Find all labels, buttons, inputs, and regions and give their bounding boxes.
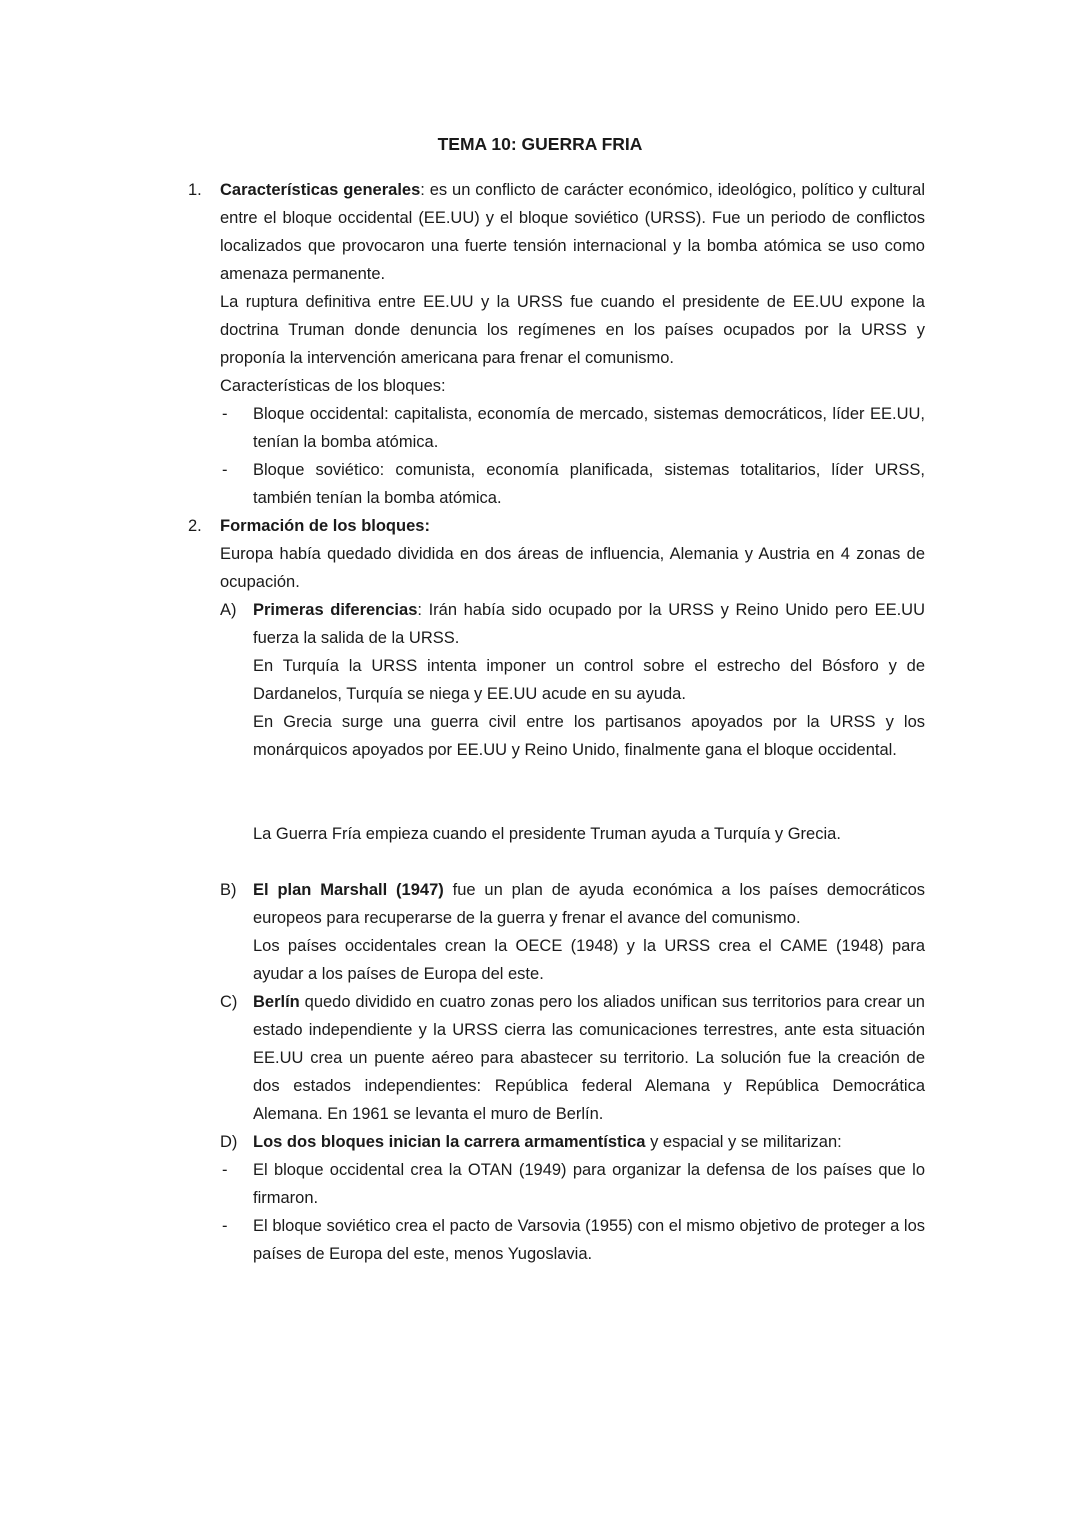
subsection-b-letter: B) bbox=[220, 881, 237, 899]
subsection-a-paragraph-4: La Guerra Fría empieza cuando el presidente Truman ayuda a Turquía y Grecia. bbox=[253, 825, 841, 843]
subsection-a-paragraph-3: En Grecia surge una guerra civil entre los partisanos apoyados por la URSS y los monárquicos apoyados por EE.UU y Reino Unido, finalmente gana el bloque occidental. bbox=[253, 713, 925, 759]
subsection-a-heading: Primeras diferencias bbox=[253, 601, 418, 619]
subsection-d-heading: Los dos bloques inician la carrera armamentística bbox=[253, 1133, 646, 1151]
section-1-intro bbox=[220, 176, 925, 288]
section-1-paragraph-3: Características de los bloques: bbox=[220, 377, 446, 395]
subsection-a-paragraph-2: En Turquía la URSS intenta imponer un control sobre el estrecho del Bósforo y de Dardanelos, Turquía se niega y EE.UU acude en su ayuda. bbox=[253, 657, 925, 703]
subsection-b-text: fue un plan de ayuda económica a los países democráticos europeos para recuperarse de la guerra y frenar el avance del comunismo. bbox=[253, 881, 925, 927]
subsection-b-paragraph-2: Los países occidentales crean la OECE (1948) y la URSS crea el CAME (1948) para ayudar a los países de Europa del este. bbox=[253, 937, 925, 983]
section-2-paragraph-1: Europa había quedado dividida en dos áreas de influencia, Alemania y Austria en 4 zonas de ocupación. bbox=[220, 545, 925, 591]
bullet-dash: - bbox=[222, 461, 228, 479]
section-1-paragraph-2: La ruptura definitiva entre EE.UU y la URSS fue cuando el presidente de EE.UU expone la doctrina Truman donde denuncia los regímenes en los países ocupados por la URSS y proponía la intervención americana para frenar el comunismo. bbox=[220, 293, 925, 367]
bullet-dash: - bbox=[222, 405, 228, 423]
bullet-dash: - bbox=[222, 1217, 228, 1235]
subsection-b-heading: El plan Marshall (1947) bbox=[253, 881, 444, 899]
subsection-c-heading: Berlín bbox=[253, 993, 300, 1011]
subsection-b-paragraph-1 bbox=[253, 876, 925, 932]
subsection-d-bullet-2: El bloque soviético crea el pacto de Varsovia (1955) con el mismo objetivo de proteger a los países de Europa del este, menos Yugoslavia. bbox=[253, 1217, 925, 1263]
section-2-heading-line bbox=[220, 512, 925, 540]
subsection-d-paragraph-1 bbox=[253, 1128, 925, 1156]
subsection-c-letter: C) bbox=[220, 993, 238, 1011]
section-1-intro-text: : es un conflicto de carácter económico, ideológico, político y cultural entre el bloque occidental (EE.UU) y el bloque soviético (URSS). Fue un periodo de conflictos localizados que provocaron una fuerte tensión internacional y la bomba atómica se uso como amenaza permanente. bbox=[220, 181, 925, 283]
section-1-bullet-2: Bloque soviético: comunista, economía planificada, sistemas totalitarios, líder URSS, también tenían la bomba atómica. bbox=[253, 461, 925, 507]
subsection-d-text: y espacial y se militarizan: bbox=[645, 1133, 842, 1151]
subsection-a-letter: A) bbox=[220, 601, 237, 619]
subsection-a-text: : Irán había sido ocupado por la URSS y Reino Unido pero EE.UU fuerza la salida de la URSS. bbox=[253, 601, 925, 647]
section-1-number: 1. bbox=[188, 181, 202, 199]
subsection-c-paragraph-1 bbox=[253, 988, 925, 1128]
section-2-heading-colon: : bbox=[424, 517, 430, 535]
bullet-dash: - bbox=[222, 1161, 228, 1179]
section-1-heading: Características generales bbox=[220, 181, 421, 199]
subsection-c-text: quedo dividido en cuatro zonas pero los aliados unifican sus territorios para crear un estado independiente y la URSS cierra las comunicaciones terrestres, ante esta situación EE.UU crea un puente aéreo para abastecer su territorio. La solución fue la creación de dos estados independientes: República federal Alemana y República Democrática Alemana. En 1961 se levanta el muro de Berlín. bbox=[253, 993, 925, 1123]
subsection-d-bullet-1: El bloque occidental crea la OTAN (1949) para organizar la defensa de los países que lo firmaron. bbox=[253, 1161, 925, 1207]
subsection-a-paragraph-1 bbox=[253, 596, 925, 652]
subsection-d-letter: D) bbox=[220, 1133, 238, 1151]
document-title: TEMA 10: GUERRA FRIA bbox=[437, 134, 643, 154]
section-1-bullet-1: Bloque occidental: capitalista, economía de mercado, sistemas democráticos, líder EE.UU, tenían la bomba atómica. bbox=[253, 405, 925, 451]
section-2-number: 2. bbox=[188, 517, 202, 535]
section-2-heading: Formación de los bloques bbox=[220, 517, 425, 535]
